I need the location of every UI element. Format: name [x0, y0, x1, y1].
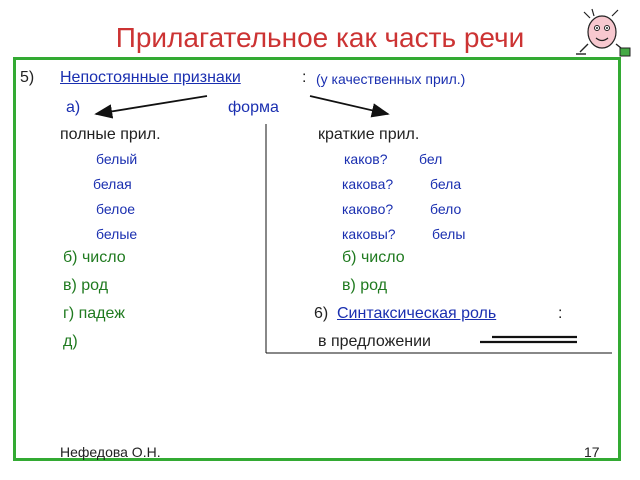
syntactic-role-colon: : [558, 305, 563, 322]
item-number: 5) [20, 69, 35, 86]
full-form-word: белый [96, 151, 138, 167]
heading-colon: : [302, 69, 307, 86]
full-form-word: белые [96, 226, 138, 242]
syntactic-role-link[interactable]: Синтаксическая роль [337, 305, 497, 322]
left-case-feature: г) падеж [63, 305, 125, 322]
short-form-word: бел [419, 151, 443, 167]
heading-link[interactable]: Непостоянные признаки [60, 69, 241, 86]
footer-author: Нефедова О.Н. [60, 444, 161, 460]
short-form-question: каков? [344, 151, 388, 167]
right-number-feature: б) число [342, 249, 405, 266]
arrow-left [96, 96, 207, 114]
left-gender-feature: в) род [63, 277, 109, 294]
syntactic-role-number: 6) [314, 305, 329, 322]
heading-note: (у качественных прил.) [316, 71, 466, 87]
short-form-question: каковы? [342, 226, 396, 242]
left-number-feature: б) число [63, 249, 126, 266]
page-number: 17 [584, 444, 600, 460]
left-d-feature: д) [63, 333, 78, 350]
short-form-word: бела [430, 176, 462, 192]
right-gender-feature: в) род [342, 277, 388, 294]
short-adjectives-header: краткие прил. [318, 126, 420, 143]
syntactic-role-subtitle: в предложении [318, 333, 431, 350]
point-a: а) [66, 99, 81, 116]
form-label: форма [228, 99, 279, 116]
short-form-question: каково? [342, 201, 394, 217]
short-form-question: какова? [342, 176, 394, 192]
short-form-word: бело [430, 201, 462, 217]
full-form-word: белая [93, 176, 132, 192]
arrow-right [310, 96, 388, 114]
short-form-word: белы [432, 226, 466, 242]
full-form-word: белое [96, 201, 136, 217]
slide-title: Прилагательное как часть речи [115, 22, 525, 53]
full-adjectives-header: полные прил. [60, 126, 161, 143]
